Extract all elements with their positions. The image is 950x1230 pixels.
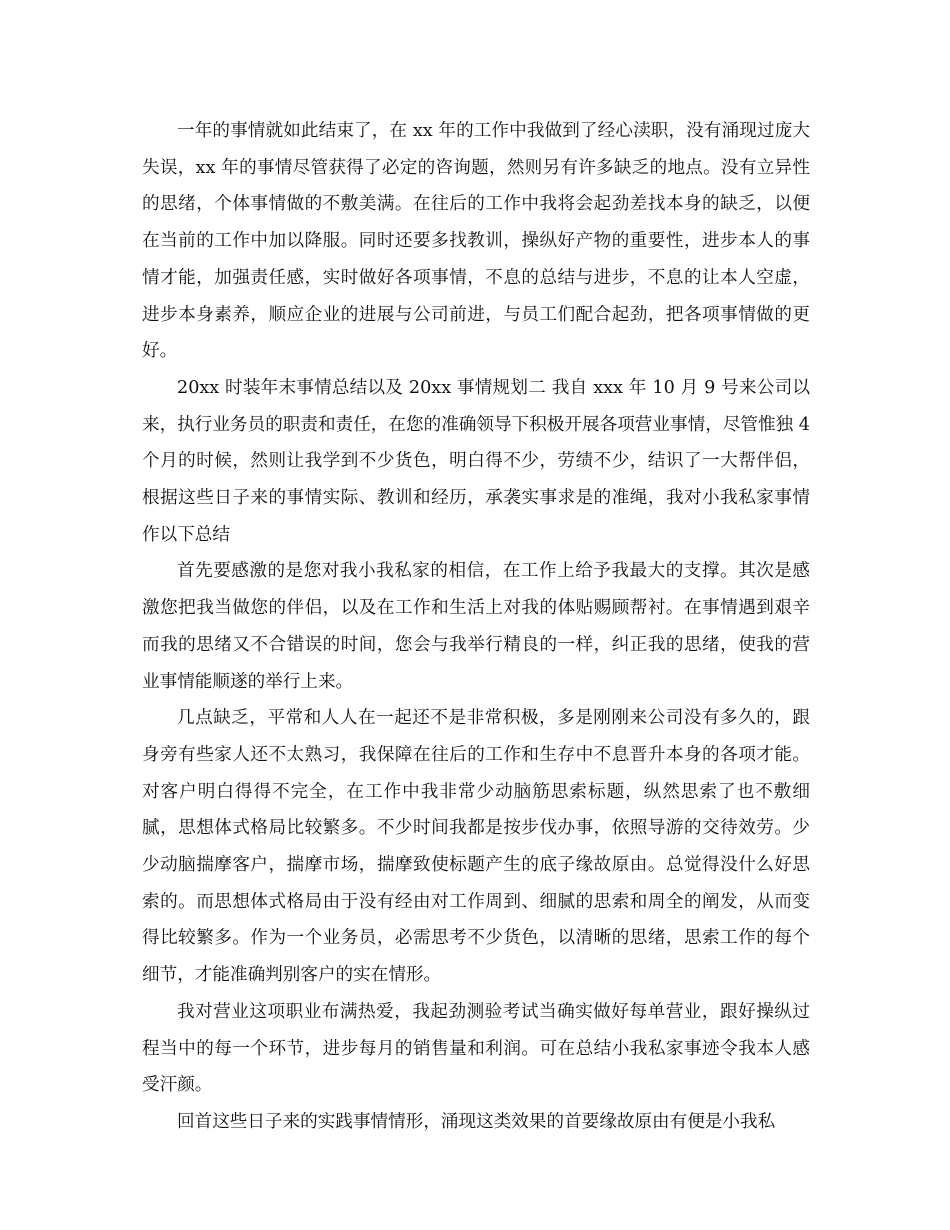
paragraph-2: 20xx 时装年末事情总结以及 20xx 事情规划二 我自 xxx 年 10 月 9 号来公司以来，执行业务员的职责和责任，在您的准确领导下积极开展各项营业事情，尽管惟独 4 个月的时候，然则让我学到不少货色，明白得不少，劳绩不少，结识了一大帮伴侣，根据这些日子来的事情实际、教训和经历，承袭实事求是的准绳，我对小我私家事情作以下总结 (142, 377, 810, 545)
document-body (142, 113, 810, 1141)
paragraph-5: 我对营业这项职业布满热爱，我起劲测验考试当确实做好每单营业，跟好操纵过程当中的每一个环节，进步每月的销售量和利润。可在总结小我私家事迹令我本人感受汗颜。 (142, 1001, 810, 1096)
paragraph-1: 一年的事情就如此结束了，在 xx 年的工作中我做到了经心渎职，没有涌现过庞大失误，xx 年的事情尽管获得了必定的咨询题，然则另有许多缺乏的地点。没有立异性的思绪，个体事情做的不敷美满。在往后的工作中我将会起劲差找本身的缺乏，以便在当前的工作中加以降服。同时还要多找教训，操纵好产物的重要性，进步本人的事情才能，加强责任感，实时做好各项事情，不息的总结与进步，不息的让本人空虚，进步本身素养，顺应企业的进展与公司前进，与员工们配合起劲，把各项事情做的更好。 (142, 121, 810, 362)
paragraph-4: 几点缺乏，平常和人人在一起还不是非常积极，多是刚刚来公司没有多久的，跟身旁有些家人还不太熟习，我保障在往后的工作和生存中不息晋升本身的各项才能。对客户明白得得不完全，在工作中我非常少动脑筋思索标题，纵然思索了也不敷细腻，思想体式格局比较繁多。不少时间我都是按步伐办事，依照导游的交待效劳。少少动脑揣摩客户，揣摩市场，揣摩致使标题产生的底子缘故原由。总觉得没什么好思索的。而思想体式格局由于没有经由对工作周到、细腻的思索和周全的阐发，从而变得比较繁多。作为一个业务员，必需思考不少货色，以清晰的思绪，思索工作的每个细节，才能准确判别客户的实在情形。 (142, 708, 810, 986)
paragraph-3: 首先要感激的是您对我小我私家的相信，在工作上给予我最大的支撑。其次是感激您把我当做您的伴侣，以及在工作和生活上对我的体贴赐顾帮衬。在事情遇到艰辛而我的思绪又不合错误的时间，您会与我举行精良的一样，纠正我的思绪，使我的营业事情能顺遂的举行上来。 (142, 561, 810, 692)
paragraph-6: 回首这些日子来的实践事情情形，涌现这类效果的首要缘故原由有便是小我私 (177, 1111, 776, 1132)
